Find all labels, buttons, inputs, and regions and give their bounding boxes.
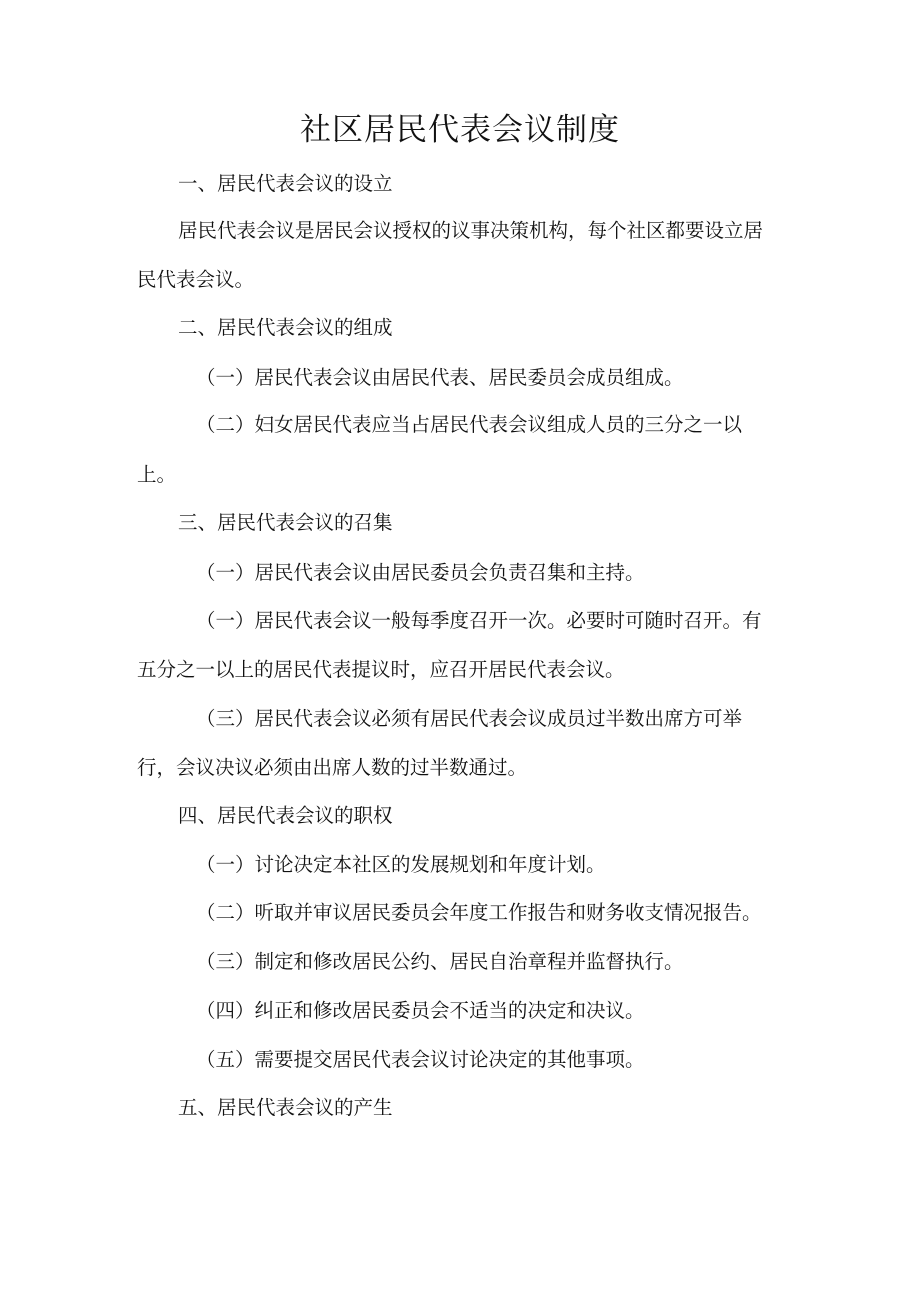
paragraph-line: （一）居民代表会议由居民代表、居民委员会成员组成。 [196,366,684,389]
paragraph-line: 五分之一以上的居民代表提议时，应召开居民代表会议。 [137,658,625,681]
paragraph-line: （一）居民代表会议一般每季度召开一次。必要时可随时召开。有 [196,609,762,632]
document-title: 社区居民代表会议制度 [300,112,620,148]
paragraph-line: （二）听取并审议居民委员会年度工作报告和财务收支情况报告。 [196,901,762,924]
paragraph-line: （一）居民代表会议由居民委员会负责召集和主持。 [196,561,645,584]
paragraph-line: 上。 [137,463,177,486]
paragraph-line: 行，会议决议必须由出席人数的过半数通过。 [137,756,528,779]
paragraph-line: （五）需要提交居民代表会议讨论决定的其他事项。 [196,1048,645,1071]
section-heading-1: 一、居民代表会议的设立 [178,172,393,195]
paragraph-line: （四）纠正和修改居民委员会不适当的决定和决议。 [196,999,645,1022]
paragraph-line: 居民代表会议是居民会议授权的议事决策机构，每个社区都要设立居 [178,219,764,242]
paragraph-line: （三）居民代表会议必须有居民代表会议成员过半数出席方可举 [196,707,743,730]
section-heading-2: 二、居民代表会议的组成 [178,316,393,339]
section-heading-3: 三、居民代表会议的召集 [178,511,393,534]
section-heading-5: 五、居民代表会议的产生 [178,1096,393,1119]
paragraph-line: 民代表会议。 [137,268,255,291]
paragraph-line: （三）制定和修改居民公约、居民自治章程并监督执行。 [196,950,684,973]
paragraph-line: （二）妇女居民代表应当占居民代表会议组成人员的三分之一以 [196,413,743,436]
paragraph-line: （一）讨论决定本社区的发展规划和年度计划。 [196,853,606,876]
section-heading-4: 四、居民代表会议的职权 [178,804,393,827]
